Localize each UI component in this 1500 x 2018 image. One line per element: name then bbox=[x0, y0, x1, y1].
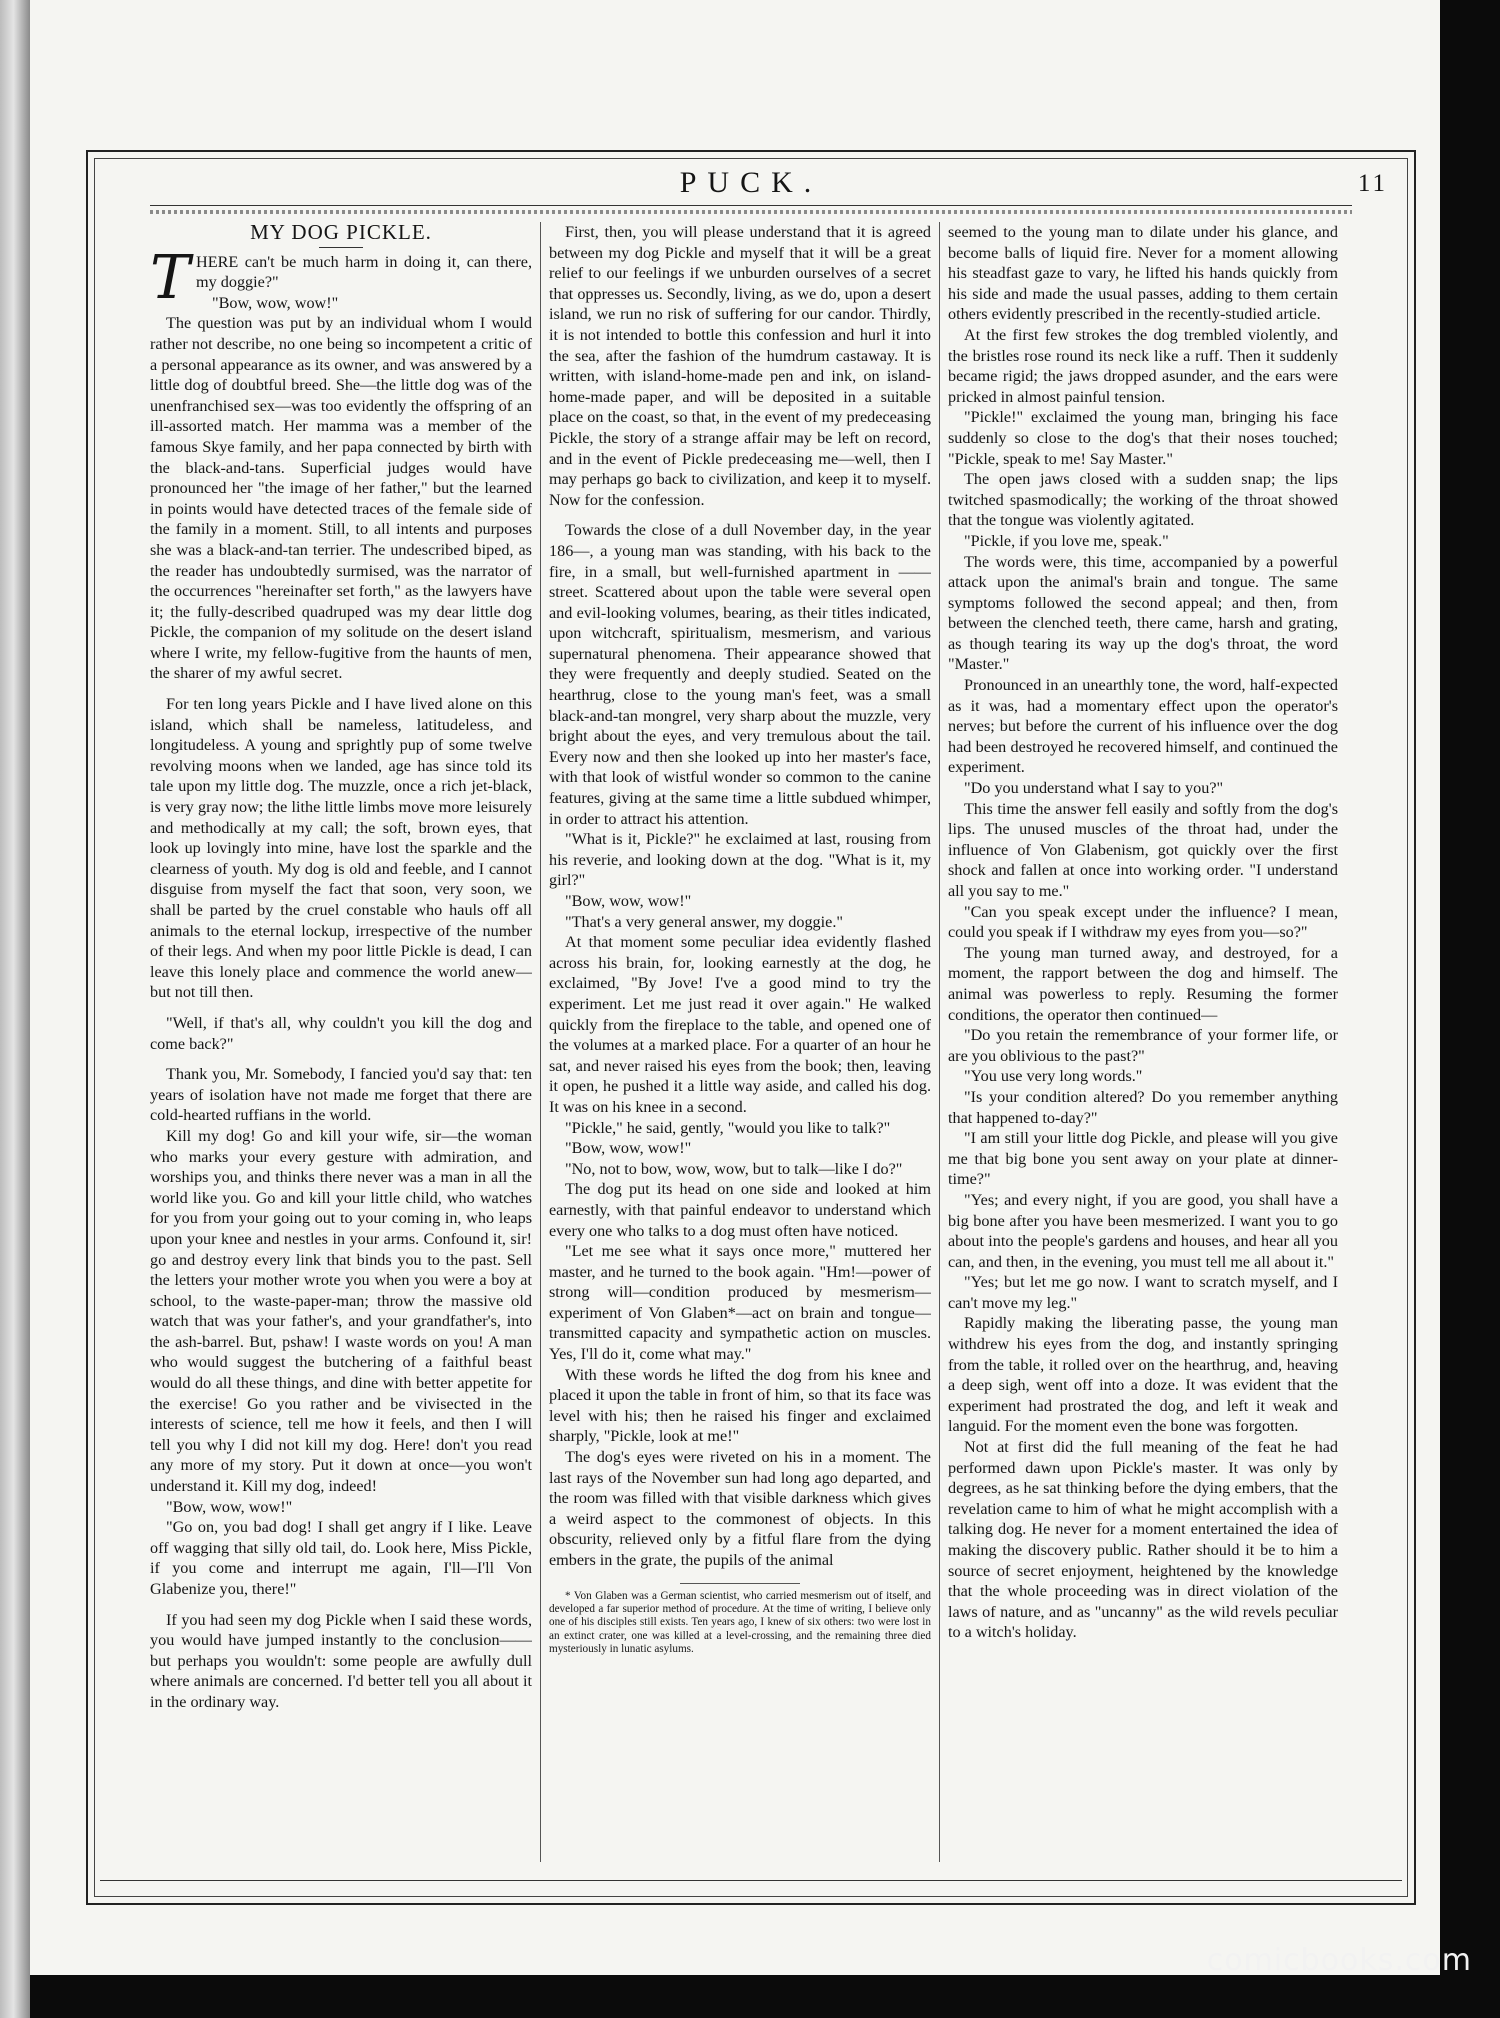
paragraph: "Pickle, if you love me, speak." bbox=[964, 531, 1169, 550]
paragraph: Towards the close of a dull November day, in the year 186—, a young man was standing, with his back to the fire, in a small, but well-furnished apartment in —— street. Scattered about upon the table were several open and evil-looking volumes, bearing, as their titles indicated, upon witchcraft, spiritualism, mesmerism, and various supernatural phenomena. Their appearance showed that they were frequently and deeply studied. Seated on the hearthrug, close to the young man's feet, was a small black-and-tan mongrel, very sharp about the muzzle, very bright about the eyes, and very tremulous about the tail. Every now and then she looked up into her master's face, with that look of wistful wonder so common to the canine features, giving at the same time a little subdued whimper, in order to attract his attention. bbox=[549, 521, 931, 828]
column-divider bbox=[939, 222, 940, 1862]
paragraph: "Can you speak except under the influence? I mean, could you speak if I withdraw my eyes from you—so?" bbox=[948, 902, 1338, 942]
article-column-3 bbox=[948, 222, 1338, 1872]
article-column-1 bbox=[150, 222, 532, 1872]
masthead-rule bbox=[150, 205, 1352, 206]
paragraph: The dog's eyes were riveted on his in a moment. The last rays of the November sun had long ago departed, and the room was filled with that visible darkness which gives a weird aspect to the commonest of objects. In this obscurity, relieved only by a fitful flare from the dying embers in the grate, the pupils of the animal bbox=[549, 1448, 931, 1569]
article-column-2 bbox=[549, 222, 931, 1872]
title-rule bbox=[319, 247, 363, 248]
paragraph: "Yes; but let me go now. I want to scratch myself, and I can't move my leg." bbox=[948, 1273, 1338, 1312]
paragraph: "Is your condition altered? Do you remember anything that happened to-day?" bbox=[948, 1087, 1338, 1127]
page-number: 11 bbox=[1357, 170, 1388, 197]
masthead-title: PUCK. bbox=[679, 166, 823, 199]
paragraph: The dog put its head on one side and looked at him earnestly, with that painful endeavor to understand which every one who talks to a dog must often have noticed. bbox=[549, 1180, 931, 1240]
paragraph: "Pickle!" exclaimed the young man, bringing his face suddenly so close to the dog's that their noses touched; "Pickle, speak to me! Say Master." bbox=[948, 408, 1338, 468]
paragraph: "Bow, wow, wow!" bbox=[212, 293, 339, 312]
article-title: MY DOG PICKLE. bbox=[250, 222, 432, 244]
paragraph: "No, not to bow, wow, wow, but to talk—like I do?" bbox=[565, 1159, 903, 1178]
paragraph: "Bow, wow, wow!" bbox=[166, 1497, 293, 1516]
paragraph: "Do you retain the remembrance of your former life, or are you oblivious to the past?" bbox=[948, 1026, 1338, 1065]
paragraph: The words were, this time, accompanied by a powerful attack upon the animal's brain and tongue. The same symptoms followed the second appeal; and then, from between the clenched teeth, there came, harsh and grating, as though tearing its way up the dog's throat, the word "Master." bbox=[948, 552, 1338, 674]
drop-cap: T bbox=[150, 242, 191, 313]
paragraph: This time the answer fell easily and softly from the dog's lips. The unused muscles of the throat had, under the influence of Von Glabenism, got quickly over the first shock and fallen at once into working order. "I understand all you say to me." bbox=[948, 799, 1338, 900]
paragraph: Pronounced in an unearthly tone, the word, half-expected as it was, had a momentary effect upon the operator's nerves; but before the current of his influence over the dog had been destroyed he recovered himself, and continued the experiment. bbox=[948, 676, 1338, 777]
paragraph: "Let me see what it says once more," muttered her master, and he turned to the book again. "Hm!—power of strong will—condition produced by mesmerism—experiment of Von Glaben*—act on brain and tongue—transmitted capacity and sympathetic action on muscles. Yes, I'll do it, come what may." bbox=[549, 1242, 931, 1364]
site-watermark: comicbooks.com bbox=[1206, 1943, 1472, 1978]
masthead-dotted-rule bbox=[150, 210, 1352, 214]
paragraph: HERE can't be much harm in doing it, can there, my doggie?" bbox=[196, 252, 532, 292]
paragraph: With these words he lifted the dog from his knee and placed it upon the table in front of him, so that its face was level with his; then he raised his finger and exclaimed sharply, "Pickle, look at me!" bbox=[549, 1365, 931, 1446]
paragraph: seemed to the young man to dilate under his glance, and become balls of liquid fire. Never for a moment allowing his steadfast gaze to vary, he lifted his hands quickly from his side and made the usual passes, adding to them certain others evidently prescribed in the recently-studied article. bbox=[948, 223, 1338, 324]
paragraph: "That's a very general answer, my doggie." bbox=[565, 912, 843, 931]
paragraph: Not at first did the full meaning of the feat he had performed dawn upon Pickle's master. It was only by degrees, as he sat thinking before the dying embers, that the revelation came to him of what he might accomplish with a talking dog. He never for a moment entertained the idea of making the discovery public. Rather should it be to him a source of secret enjoyment, heightened by the knowledge that the whole proceeding was in direct violation of the laws of nature, and as "uncanny" as the wild revels peculiar to a witch's holiday. bbox=[948, 1438, 1338, 1642]
paragraph: At that moment some peculiar idea evidently flashed across his brain, for, looking earnestly at the dog, he exclaimed, "By Jove! I've a good mind to try the experiment. Let me just read it over again." He walked quickly from the fireplace to the table, and opened one of the volumes at a marked place. For a quarter of an hour he sat, and never raised his eyes from the book; then, leaving it open, he pushed it a little way aside, and called his dog. It was on his knee in a second. bbox=[549, 933, 931, 1116]
paragraph: First, then, you will please understand that it is agreed between my dog Pickle and myself that it will be a great relief to our feelings if we unburden ourselves of a secret that oppresses us. Secondly, living, as we do, upon a desert island, we run no risk of suffering for our candor. Thirdly, it is not intended to bottle this confession and hurl it into the sea, after the fashion of the humdrum castaway. It is written, with island-home-made pen and ink, on island-home-made paper, and will be deposited in a suitable place on the coast, so that, in the event of my predeceasing Pickle, the story of a strange affair may be left on record, and in the event of Pickle predeceasing me—well, then I may perhaps go back to civilization, and keep it to myself. Now for the confession. bbox=[549, 223, 931, 509]
footnote-rule bbox=[680, 1583, 800, 1584]
paragraph: The open jaws closed with a sudden snap; the lips twitched spasmodically; the working of the throat showed that the tongue was violently agitated. bbox=[948, 470, 1338, 530]
paragraph: If you had seen my dog Pickle when I said these words, you would have jumped instantly to the conclusion——but perhaps you wouldn't: some people are awfully dull where animals are concerned. I'd better tell you all about it in the ordinary way. bbox=[150, 1610, 532, 1711]
paragraph: Kill my dog! Go and kill your wife, sir—the woman who marks your every gesture with admiration, and worships you, and thinks there never was a man in all the world like you. Go and kill your little child, who watches for you from your going out to your coming in, who leaps upon your knee and nestles in your arms. Confound it, sir! go and destroy every link that binds you to the past. Sell the letters your mother wrote you when you were a boy at school, to the waste-paper-man; throw the massive old watch that was your father's, and your grandfather's, into the ash-barrel. But, pshaw! I waste words on you! A man who would suggest the butchering of a faithful beast would do all these things, and dine with better appetite for the exercise! Go you rather and be vivisected in the interests of science, tell me how it feels, and then I will tell you why I did not kill my dog. Here! don't you read any more of my story. Put it down at once—you won't understand it. Kill my dog, indeed! bbox=[150, 1126, 532, 1496]
book-spine bbox=[0, 0, 30, 2018]
paragraph: Thank you, Mr. Somebody, I fancied you'd say that: ten years of isolation have not made me forget that there are cold-hearted ruffians in the world. bbox=[150, 1065, 532, 1125]
paragraph: The question was put by an individual whom I would rather not describe, no one being so incompetent a critic of a personal appearance as its owner, and was answered by a little dog of doubtful breed. She—the little dog was of the unenfranchised sex—was too evidently the offspring of an ill-assorted match. Her mamma was a member of the famous Skye family, and her papa connected by birth with the black-and-tans. Superficial judges would have pronounced her "the image of her father," but the learned in points would have detected traces of the female side of the family in a moment. Still, to all intents and purposes she was a black-and-tan terrier. The undescribed biped, as the reader has undoubtedly surmised, was the narrator of the occurrences "hereinafter set forth," as the lawyers have it; the fully-described quadruped was my dear little dog Pickle, the companion of my solitude on the desert island where I write, my fellow-fugitive from the haunts of men, the sharer of my awful secret. bbox=[150, 314, 532, 683]
paragraph: "Pickle," he said, gently, "would you like to talk?" bbox=[565, 1118, 891, 1137]
column-divider bbox=[540, 222, 541, 1862]
paragraph: At the first few strokes the dog trembled violently, and the bristles rose round its neck like a ruff. Then it suddenly became rigid; the jaws dropped asunder, and the ears were pricked in almost painful tension. bbox=[948, 325, 1338, 406]
footnote: * Von Glaben was a German scientist, who carried mesmerism out of itself, and developed a far superior method of procedure. At the time of writing, I believe only one of his disciples still exists. Ten years ago, I knew of six others: two were lost in an extinct crater, one was killed at a level-crossing, and the remaining three died mysteriously in lunatic asylums. bbox=[549, 1589, 931, 1656]
paragraph: Rapidly making the liberating passe, the young man withdrew his eyes from the dog, and instantly springing from the table, it rolled over on the hearthrug, and, heaving a deep sigh, went off into a doze. It was evident that the experiment had prostrated the dog, and left it weak and languid. For the moment even the bone was forgotten. bbox=[948, 1314, 1338, 1436]
paragraph: "You use very long words." bbox=[964, 1067, 1143, 1086]
paragraph: "Go on, you bad dog! I shall get angry if I like. Leave off wagging that silly old tail, do. Look here, Miss Pickle, if you come and interrupt me again, I'll—I'll Von Glabenize you, there!" bbox=[150, 1518, 532, 1598]
paragraph: "Well, if that's all, why couldn't you kill the dog and come back?" bbox=[150, 1013, 532, 1053]
paragraph: "Yes; and every night, if you are good, you shall have a big bone after you have been mesmerized. I want you to go about into the people's gardens and houses, and hear all you can, and then, in the evening, you must tell me all about it." bbox=[948, 1190, 1338, 1271]
paragraph: "What is it, Pickle?" he exclaimed at last, rousing from his reverie, and looking down at the dog. "What is it, my girl?" bbox=[549, 830, 931, 890]
paragraph: "Bow, wow, wow!" bbox=[565, 892, 692, 910]
paragraph: "I am still your little dog Pickle, and please will you give me that big bone you sent away on your plate at dinner-time?" bbox=[948, 1129, 1338, 1189]
paragraph: The young man turned away, and destroyed, for a moment, the rapport between the dog and himself. The animal was powerless to reply. Resuming the former conditions, the operator then continued— bbox=[948, 943, 1338, 1024]
paragraph: "Do you understand what I say to you?" bbox=[964, 779, 1224, 798]
masthead bbox=[100, 160, 1402, 210]
paragraph: "Bow, wow, wow!" bbox=[565, 1139, 692, 1158]
bottom-rule bbox=[100, 1880, 1402, 1881]
paragraph: For ten long years Pickle and I have lived alone on this island, which shall be nameless, latitudeless, and longitudeless. A young and sprightly pup of some twelve revolving moons when we landed, age has since told its tale upon my little dog. The muzzle, once a rich jet-black, is very gray now; the lithe little limbs move more leisurely and methodically at my call; the soft, brown eyes, that look up lovingly into mine, have lost the sparkle and the clearness of youth. My dog is old and feeble, and I cannot disguise from myself the fact that soon, very soon, we shall be parted by the cruel constable who hauls off all animals to the eternal lockup, irrespective of the number of their legs. And when my poor little Pickle is dead, I can leave this lonely place and commence the world anew—but not till then. bbox=[150, 695, 532, 1002]
